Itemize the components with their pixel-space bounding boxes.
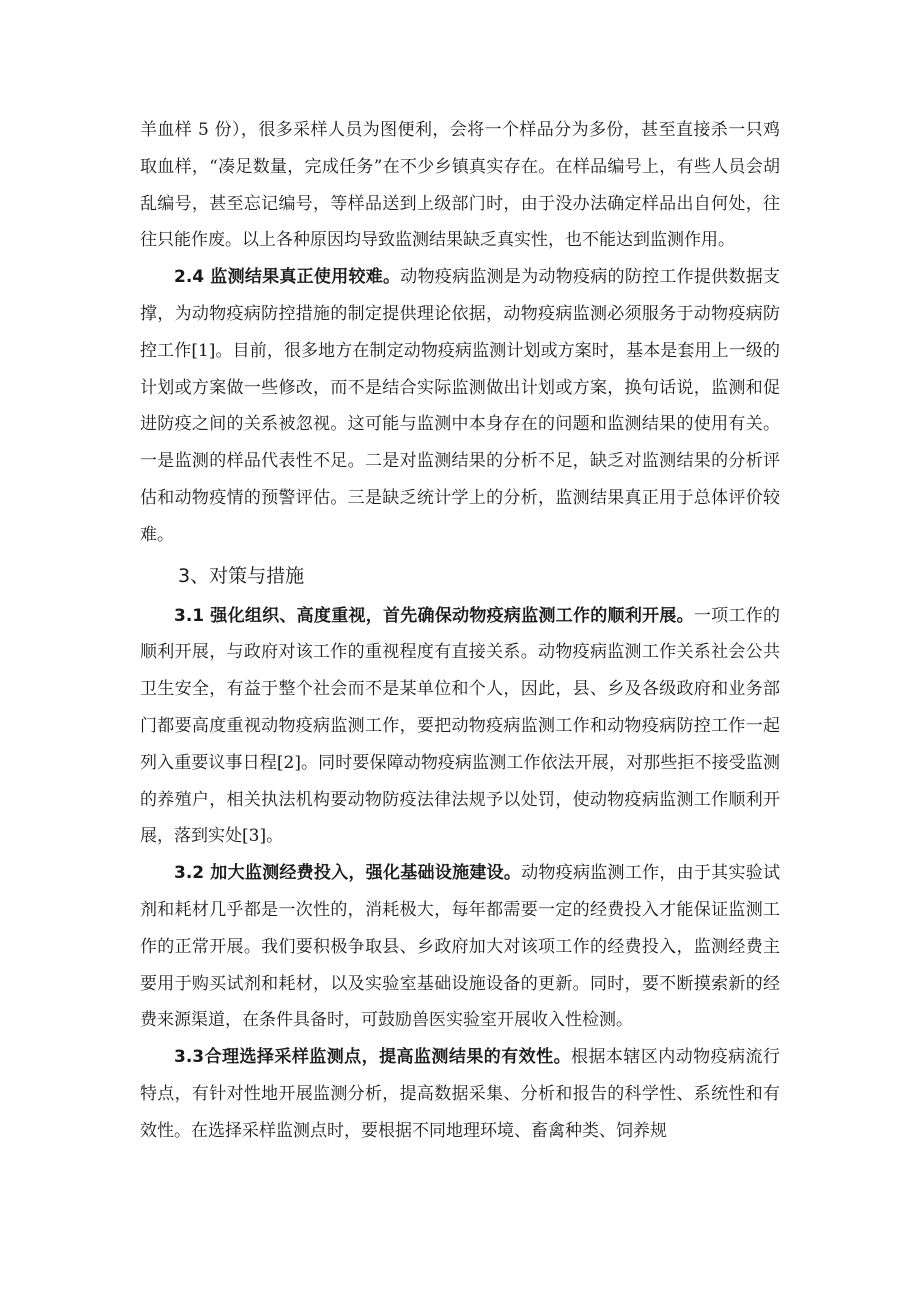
paragraph-heading: 3.2 加大监测经费投入，强化基础设施建设。 (174, 863, 522, 884)
paragraph-heading: 3.1 强化组织、高度重视，首先确保动物疫病监测工作的顺利开展。 (174, 605, 694, 626)
paragraph-2-4 (140, 259, 780, 553)
paragraph-continued (140, 112, 780, 259)
paragraph-heading: 3.3合理选择采样监测点，提高监测结果的有效性。 (174, 1047, 572, 1068)
paragraph-3-1 (140, 598, 780, 856)
paragraph-text: 一项工作的顺利开展，与政府对该工作的重视程度有直接关系。动物疫病监测工作关系社会公共卫生安全，有益于整个社会而不是某单位和个人，因此，县、乡及各级政府和业务部门都要高度重视动物疫病监测工作，要把动物疫病监测工作和动物疫病防控工作一起列入重要议事日程[2]。同时要保障动物疫病监测工作依法开展，对那些拒不接受监测的养殖户，相关执法机构要动物防疫法律法规予以处罚，使动物疫病监测工作顺利开展，落到实处[3]。 (140, 605, 780, 847)
paragraph-text: 根据本辖区内动物疫病流行特点，有针对性地开展监测分析，提高数据采集、分析和报告的科学性、系统性和有效性。在选择采样监测点时，要根据不同地理环境、畜禽种类、饲养规 (140, 1047, 780, 1141)
paragraph-text: 动物疫病监测是为动物疫病的防控工作提供数据支撑，为动物疫病防控措施的制定提供理论依据，动物疫病监测必须服务于动物疫病防控工作[1]。目前，很多地方在制定动物疫病监测计划或方案时，基本是套用上一级的计划或方案做一些修改，而不是结合实际监测做出计划或方案，换句话说，监测和促进防疫之间的关系被忽视。这可能与监测中本身存在的问题和监测结果的使用有关。一是监测的样品代表性不足。二是对监测结果的分析不足，缺乏对监测结果的分析评估和动物疫情的预警评估。三是缺乏统计学上的分析，监测结果真正用于总体评价较难。 (140, 267, 780, 545)
section-title: 3、对策与措施 (178, 564, 305, 587)
paragraph-text: 羊血样 5 份），很多采样人员为图便利，会将一个样品分为多份，甚至直接杀一只鸡取血样，“凑足数量，完成任务”在不少乡镇真实存在。在样品编号上，有些人员会胡乱编号，甚至忘记编号，等样品送到上级部门时，由于没办法确定样品出自何处，往往只能作废。以上各种原因均导致监测结果缺乏真实性，也不能达到监测作用。 (140, 120, 780, 251)
paragraph-text: 动物疫病监测工作，由于其实验试剂和耗材几乎都是一次性的，消耗极大，每年都需要一定的经费投入才能保证监测工作的正常开展。我们要积极争取县、乡政府加大对该项工作的经费投入，监测经费主要用于购买试剂和耗材，以及实验室基础设施设备的更新。同时，要不断摸索新的经费来源渠道，在条件具备时，可鼓励兽医实验室开展收入性检测。 (140, 863, 781, 1031)
paragraph-heading: 2.4 监测结果真正使用较难。 (174, 267, 401, 288)
paragraph-3-2 (140, 855, 780, 1039)
document-body (140, 112, 780, 1150)
paragraph-3-3 (140, 1039, 780, 1149)
